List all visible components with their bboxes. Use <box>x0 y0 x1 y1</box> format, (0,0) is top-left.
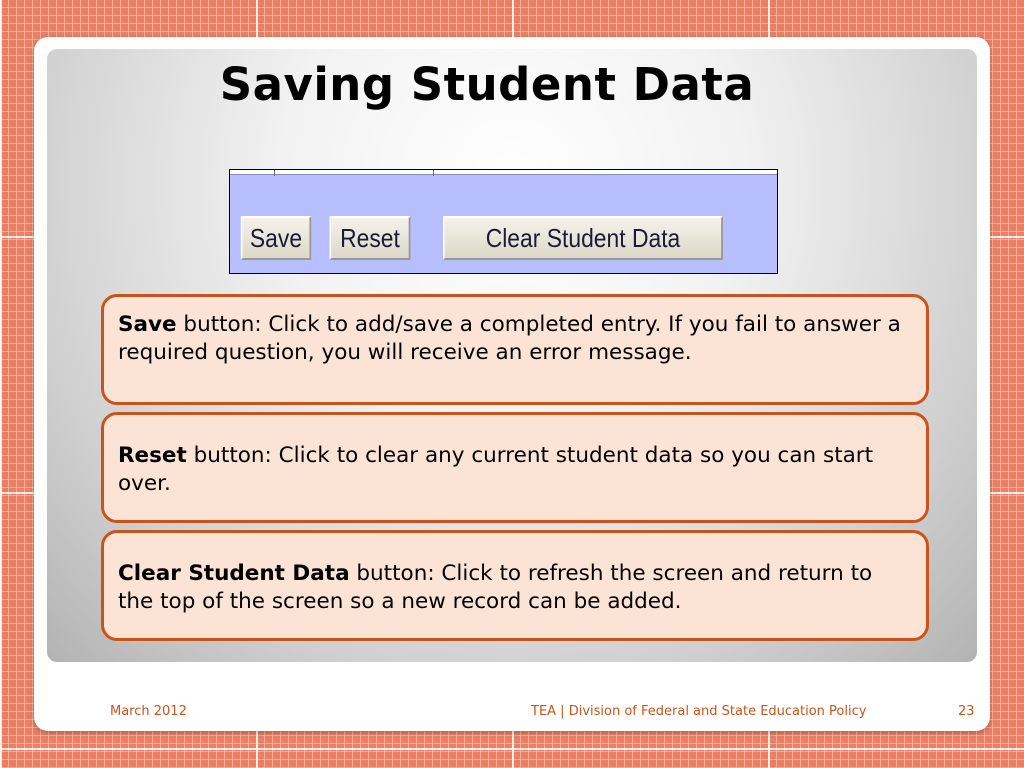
footer-organization: TEA | Division of Federal and State Education Policy <box>531 704 867 719</box>
callout-save <box>101 294 929 405</box>
screenshot-top-strip <box>230 170 777 175</box>
callout-description: button: Click to refresh the screen and return to the top of the screen so a new record can be added. <box>118 561 873 614</box>
reset-button[interactable]: Reset <box>330 216 411 260</box>
save-button[interactable]: Save <box>241 216 311 260</box>
callout-term: Clear Student Data <box>118 561 350 586</box>
app-screenshot <box>229 169 778 274</box>
slide-title: Saving Student Data <box>219 58 755 111</box>
callout-clear-student-data <box>101 530 929 641</box>
screenshot-divider <box>433 170 434 176</box>
clear-student-data-button[interactable]: Clear Student Data <box>443 216 723 260</box>
footer-page-number: 23 <box>958 704 975 719</box>
callout-term: Save <box>118 312 177 337</box>
callout-reset <box>101 412 929 523</box>
callout-term: Reset <box>118 443 187 468</box>
screenshot-divider <box>274 170 275 176</box>
callout-description: button: Click to add/save a completed entry. If you fail to answer a required question, you will receive an error message. <box>118 312 901 365</box>
footer-date: March 2012 <box>110 704 187 719</box>
callout-description: button: Click to clear any current student data so you can start over. <box>118 443 874 496</box>
